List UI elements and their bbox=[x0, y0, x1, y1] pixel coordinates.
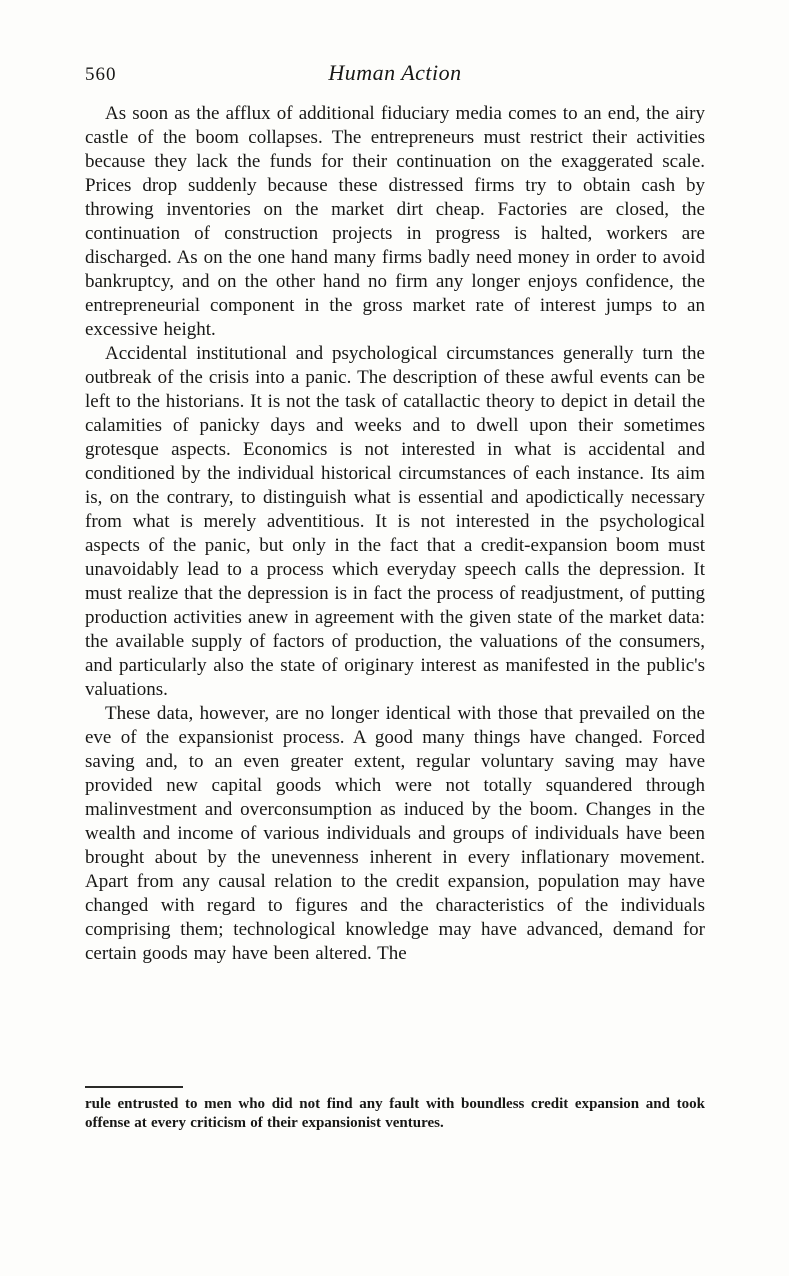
paragraph-changed-data: These data, however, are no longer identical with those that prevailed on the eve of the expansionist process. A good many things have changed. Forced saving and, to an even greater extent, regular voluntary saving may have provided new capital goods which were not totally squandered through malinvestment and overconsumption as induced by the boom. Changes in the wealth and income of various individuals and groups of individuals have been brought about by the unevenness inherent in every inflationary movement. Apart from any causal relation to the credit expansion, population may have changed with regard to figures and the characteristics of the individuals comprising them; technological knowledge may have advanced, demand for certain goods may have been altered. The bbox=[85, 703, 705, 964]
paragraph-crisis-panic: Accidental institutional and psychological circumstances generally turn the outbreak of the crisis into a panic. The description of these awful events can be left to the historians. It is not the task of catallactic theory to depict in detail the calamities of panicky days and weeks and to dwell upon their sometimes grotesque aspects. Economics is not interested in what is accidental and conditioned by the individual historical circumstances of each instance. Its aim is, on the contrary, to distinguish what is essential and apodictically necessary from what is merely adventitious. It is not interested in the psychological aspects of the panic, but only in the fact that a credit-expansion boom must unavoidably lead to a process which everyday speech calls the depression. It must realize that the depression is in fact the process of readjustment, of putting production activities anew in agreement with the given state of the market data: the available supply of factors of production, the valuations of the consumers, and particularly also the state of originary interest as manifested in the public's valuations. bbox=[85, 343, 705, 700]
paragraph-boom-collapse: As soon as the afflux of additional fiduciary media comes to an end, the airy castle of the boom collapses. The entrepreneurs must restrict their activities because they lack the funds for their continuation on the exaggerated scale. Prices drop suddenly because these distressed firms try to obtain cash by throwing inventories on the market dirt cheap. Factories are closed, the continuation of construction projects in progress is halted, workers are discharged. As on the one hand many firms badly need money in order to avoid bankruptcy, and on the other hand no firm any longer enjoys confidence, the entrepreneurial component in the gross market rate of interest jumps to an excessive height. bbox=[85, 103, 705, 340]
page-number: 560 bbox=[85, 64, 117, 85]
running-header bbox=[85, 60, 705, 96]
body-text bbox=[85, 102, 705, 966]
footnote-block bbox=[85, 1086, 705, 1133]
running-title: Human Action bbox=[328, 60, 462, 85]
footnote-text: rule entrusted to men who did not find any fault with boundless credit expansion and took offense at every criticism of their expansionist ventures. bbox=[85, 1096, 705, 1131]
footnote-rule bbox=[85, 1086, 183, 1088]
